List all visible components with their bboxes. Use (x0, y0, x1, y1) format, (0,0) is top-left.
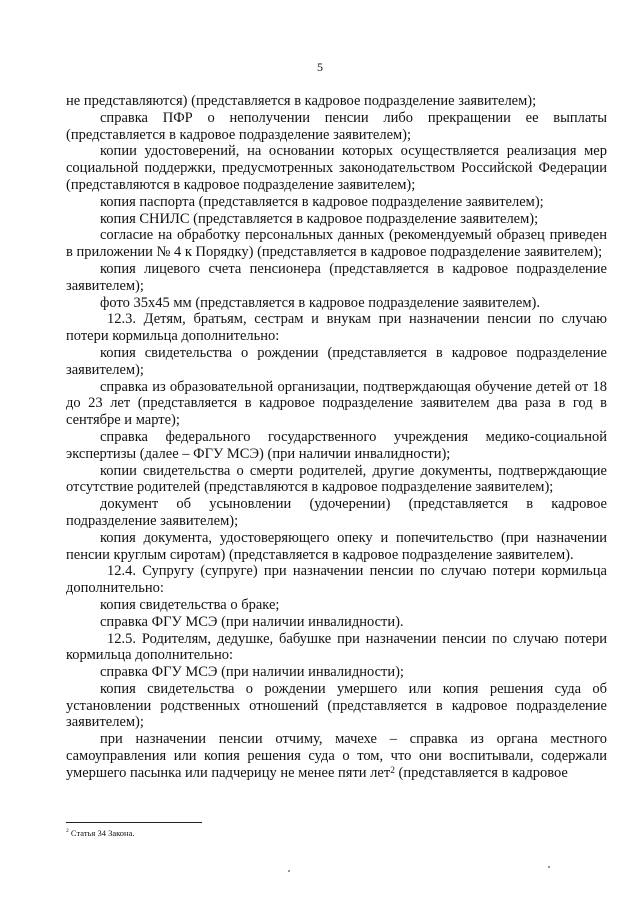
footnote-mark: 2 (66, 828, 69, 834)
paragraph (66, 664, 607, 681)
paragraph (66, 345, 607, 379)
paragraph-text: справка федерального государственного учреждения медико-социальной экспертизы (далее – ФГУ МСЭ) (при наличии инвалидности); (66, 428, 607, 462)
paragraph-text: не представляются) (представляется в кадровое подразделение заявителем); (66, 93, 537, 109)
paragraph (66, 496, 607, 530)
paragraph-text: копия паспорта (представляется в кадровое подразделение заявителем); (100, 193, 544, 210)
paragraph-text: справка ПФР о неполучении пенсии либо прекращении ее выплаты (представляется в кадровое подразделение заявителем); (66, 109, 607, 143)
paragraph (66, 143, 607, 193)
paragraph-text: копия СНИЛС (представляется в кадровое подразделение заявителем); (100, 210, 539, 227)
paragraph-text: 12.3. Детям, братьям, сестрам и внукам при назначении пенсии по случаю потери кормильца дополнительно: (66, 311, 607, 345)
document-body (66, 93, 607, 782)
paragraph-text: копия документа, удостоверяющего опеку и попечительство (при назначении пенсии круглым сиротам) (представляется в кадровое подразделение заявителем). (66, 529, 607, 563)
paragraph (66, 379, 607, 429)
paragraph-text: справка ФГУ МСЭ (при наличии инвалидности). (100, 613, 404, 630)
paragraph-text: копия свидетельства о рождении (представляется в кадровое подразделение заявителем); (66, 344, 607, 378)
paragraph-text: копии свидетельства о смерти родителей, другие документы, подтверждающие отсутствие родителей (представляются в кадровое подразделение заявителем); (66, 462, 607, 496)
footnote (66, 828, 135, 838)
footnote-text: Статья 34 Закона. (68, 828, 135, 838)
paragraph (66, 429, 607, 463)
paragraph-text: при назначении пенсии отчиму, мачехе – справка из органа местного самоуправления или копия решения суда о том, что они воспитывали, содержали умершего пасынка или падчерицу не менее пяти лет (66, 731, 607, 781)
paragraph (66, 261, 607, 295)
paragraph-text: документ об усыновлении (удочерении) (представляется в кадровое подразделение заявителем); (66, 496, 607, 529)
page-number: 5 (317, 60, 323, 74)
paragraph (66, 530, 607, 564)
footnote-reference: 2 (390, 765, 395, 776)
paragraph (66, 227, 607, 261)
paragraph-text-tail: (представляется в кадровое (394, 764, 568, 781)
scan-speck (548, 866, 550, 868)
paragraph (66, 211, 607, 228)
paragraph (66, 110, 607, 144)
paragraph-text: 12.4. Супругу (супруге) при назначении пенсии по случаю потери кормильца дополнительно: (66, 563, 607, 597)
scan-speck (288, 870, 290, 872)
paragraph (66, 194, 607, 211)
paragraph-text: согласие на обработку персональных данных (рекомендуемый образец приведен в приложении № 4 к Порядку) (представляется в кадровое подразделение заявителем); (66, 227, 607, 261)
paragraph (66, 597, 607, 614)
paragraph (66, 311, 607, 345)
paragraph-text: справка из образовательной организации, подтверждающая обучение детей от 18 до 23 лет (представляется в кадровое подразделение заявителем два раза в год в сентябре и марте); (66, 378, 607, 429)
paragraph-text: копия свидетельства о рождении умершего или копия решения суда об установлении родственных отношений (представляется в кадровое подразделение заявителем); (66, 680, 607, 731)
footnote-separator (66, 822, 202, 823)
paragraph-text: копии удостоверений, на основании которых осуществляется реализация мер социальной поддержки, предусмотренных законодательством Российской Федерации (представляются в кадровое подразделение заявителем); (66, 143, 607, 193)
paragraph-text: справка ФГУ МСЭ (при наличии инвалидности); (100, 664, 404, 681)
paragraph-text: копия свидетельства о браке; (100, 596, 280, 613)
paragraph (66, 681, 607, 731)
paragraph (66, 614, 607, 631)
paragraph (66, 463, 607, 497)
paragraph (66, 563, 607, 597)
paragraph-text: 12.5. Родителям, дедушке, бабушке при назначении пенсии по случаю потери кормильца дополнительно: (66, 630, 607, 664)
paragraph (66, 731, 607, 781)
paragraph (66, 295, 607, 312)
paragraph-text: копия лицевого счета пенсионера (представляется в кадровое подразделение заявителем); (66, 260, 607, 294)
paragraph (66, 93, 607, 110)
paragraph-text: фото 35х45 мм (представляется в кадровое подразделение заявителем). (100, 294, 540, 311)
paragraph (66, 631, 607, 665)
